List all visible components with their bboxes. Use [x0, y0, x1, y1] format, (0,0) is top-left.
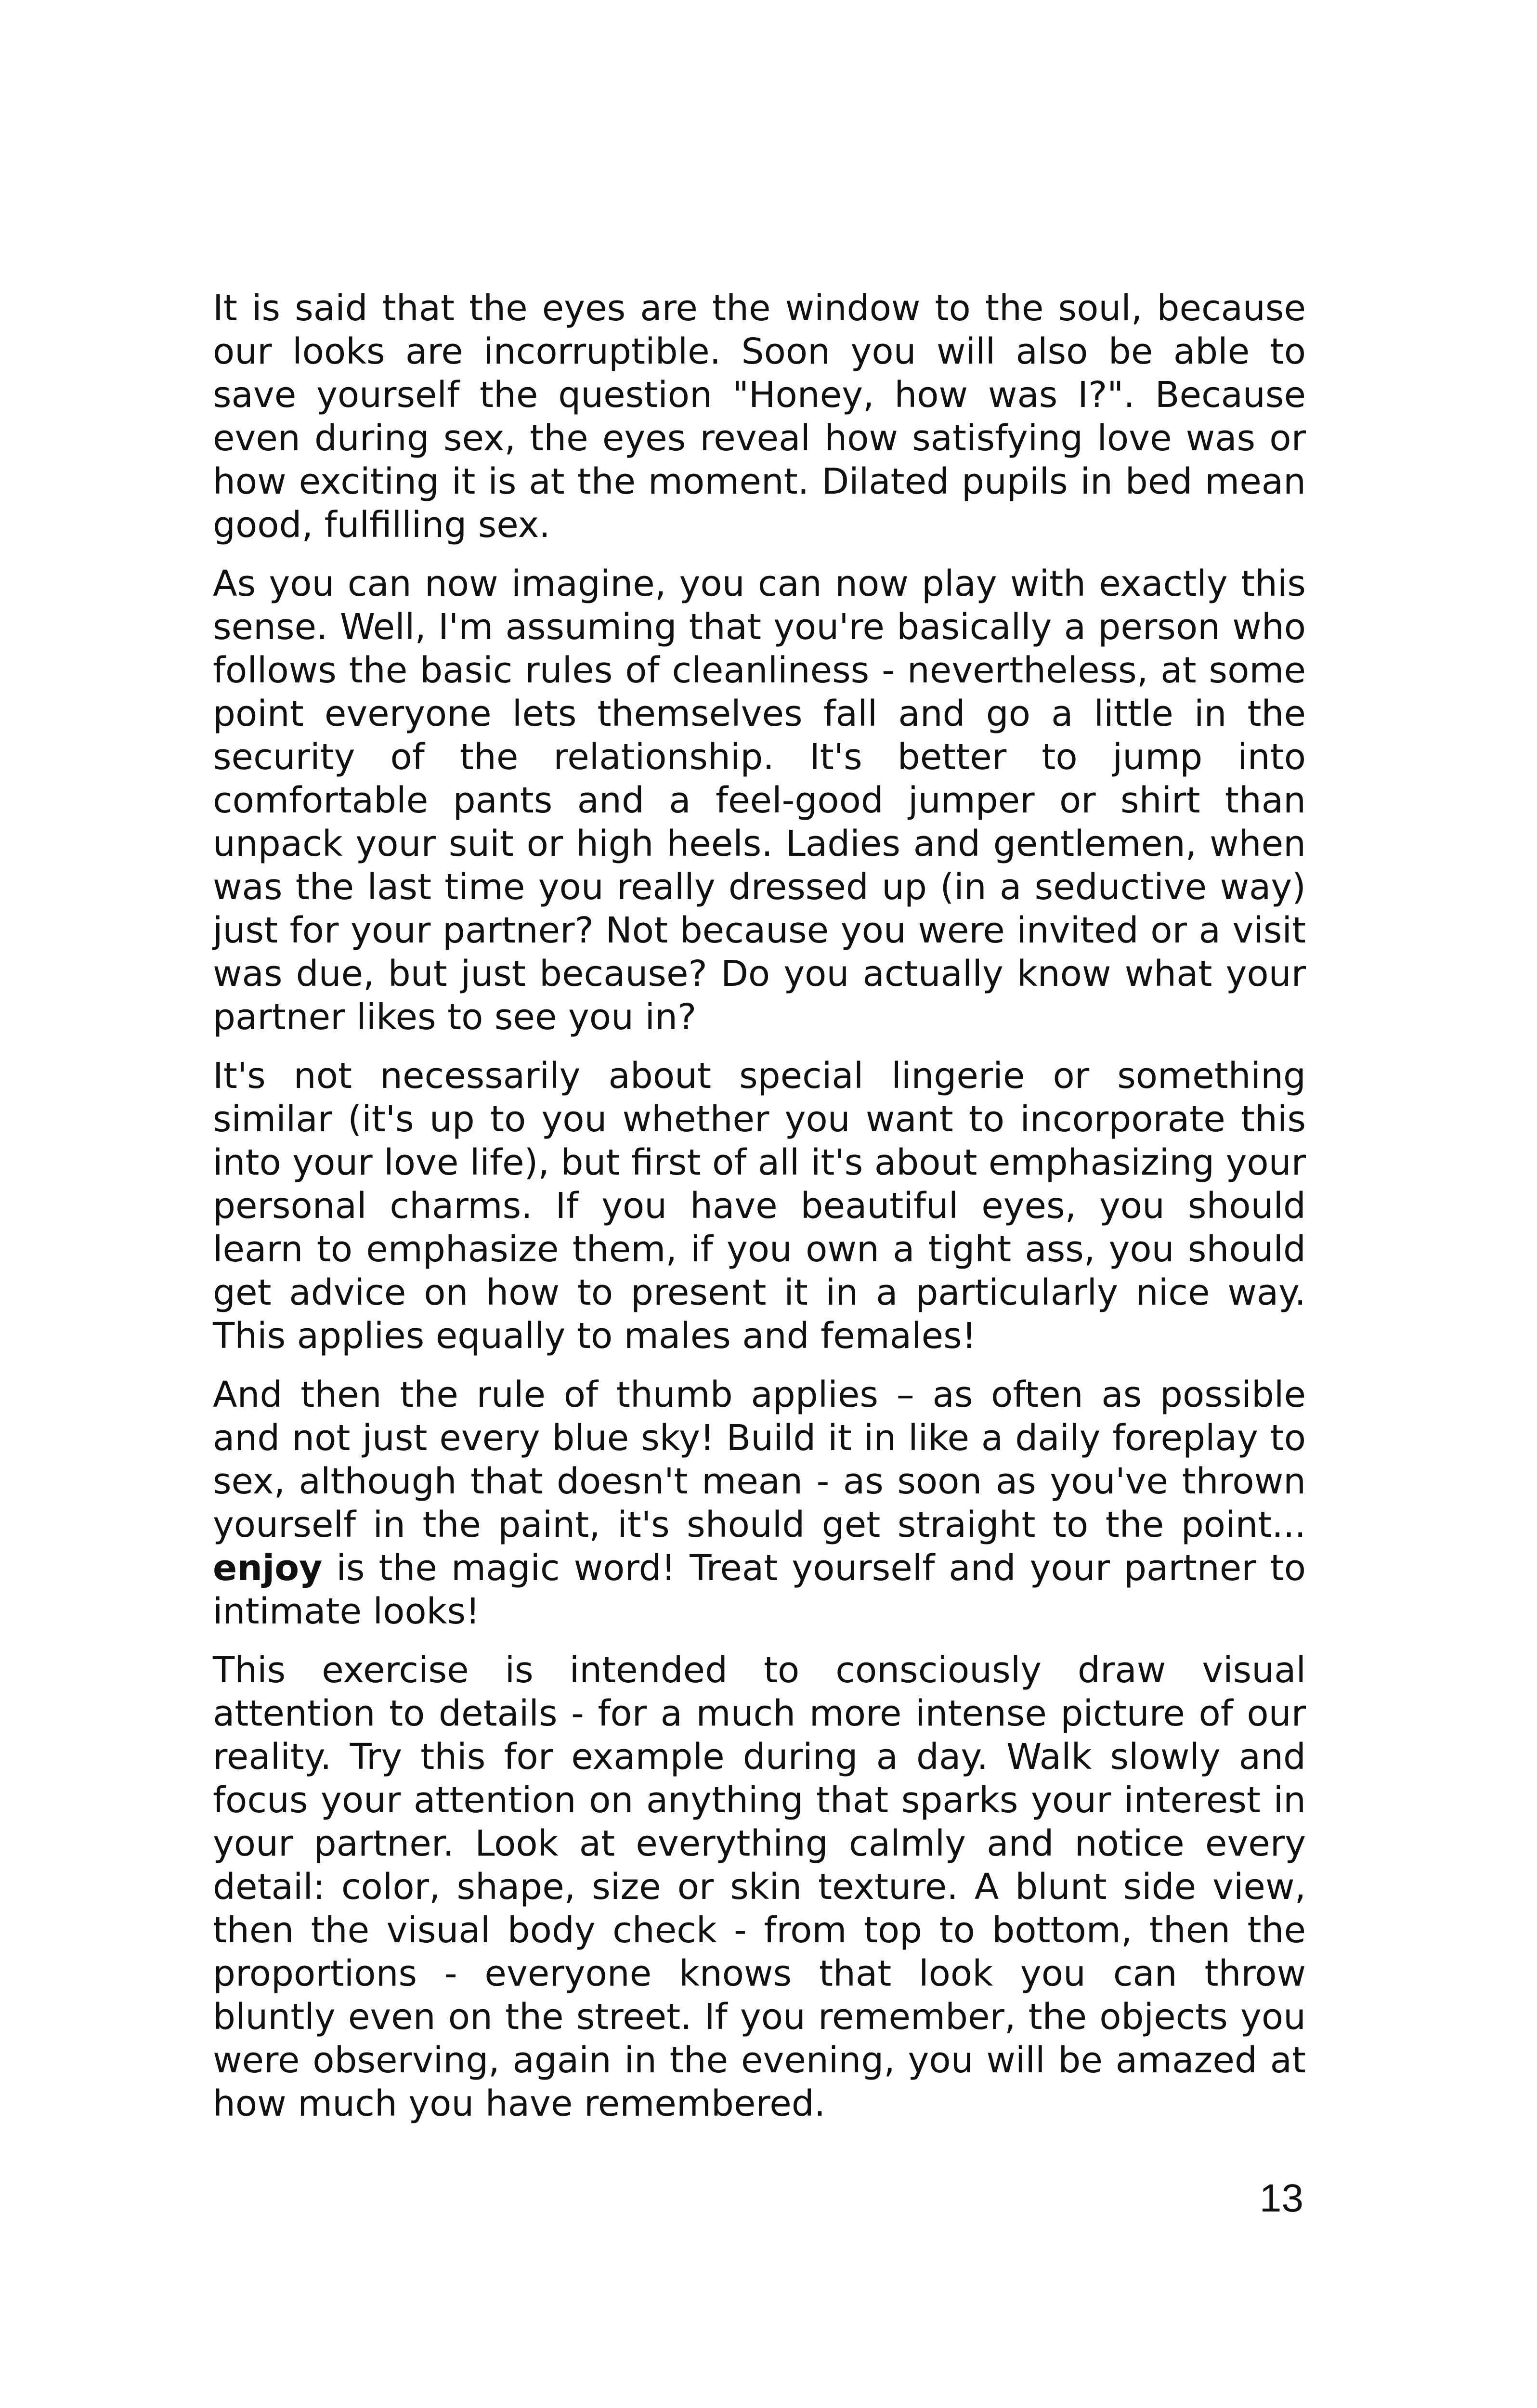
paragraph-1: It is said that the eyes are the window to the soul, because our looks are incorruptible. Soon you will also be able to save yourself the question "Honey, how was I?". Because even during sex, the eyes reveal how satisfying love was or how exciting it is at the moment. Dilated pupils in bed mean good, fulfilling sex. — [213, 288, 1306, 546]
paragraph-4-text-before: And then the rule of thumb applies – as often as possible and not just every blue sky! Build it in like a daily foreplay to sex, although that doesn't mean - as soon as you've thrown yourself in the paint, it's should get straight to the point... — [213, 1374, 1306, 1545]
emphasis-word: enjoy — [213, 1547, 323, 1589]
paragraph-3: It's not necessarily about special lingerie or something similar (it's up to you whether you want to incorporate this into your love life), but first of all it's about emphasizing your personal charms. If you have beautiful eyes, you should learn to emphasize them, if you own a tight ass, you should get advice on how to present it in a particularly nice way. This applies equally to males and females! — [213, 1055, 1306, 1357]
paragraph-4-text-after: is the magic word! Treat yourself and your partner to intimate looks! — [213, 1547, 1306, 1632]
paragraph-5: This exercise is intended to consciously draw visual attention to details - for a much more intense picture of our reality. Try this for example during a day. Walk slowly and focus your attention on anything that sparks your interest in your partner. Look at everything calmly and notice every detail: color, shape, size or skin texture. A blunt side view, then the visual body check - from top to bottom, then the proportions - everyone knows that look you can throw bluntly even on the street. If you remember, the objects you were observing, again in the evening, you will be amazed at how much you have remembered. — [213, 1649, 1306, 2124]
paragraph-2: As you can now imagine, you can now play with exactly this sense. Well, I'm assuming that you're basically a person who follows the basic rules of cleanliness - nevertheless, at some point everyone lets themselves fall and go a little in the security of the relationship. It's better to jump into comfortable pants and a feel-good jumper or shirt than unpack your suit or high heels. Ladies and gentlemen, when was the last time you really dressed up (in a seductive way) just for your partner? Not because you were invited or a visit was due, but just because? Do you actually know what your partner likes to see you in? — [213, 563, 1306, 1038]
body-text — [213, 287, 1306, 2141]
paragraph-4 — [213, 1373, 1306, 1633]
page-number: 13 — [1259, 2176, 1303, 2220]
